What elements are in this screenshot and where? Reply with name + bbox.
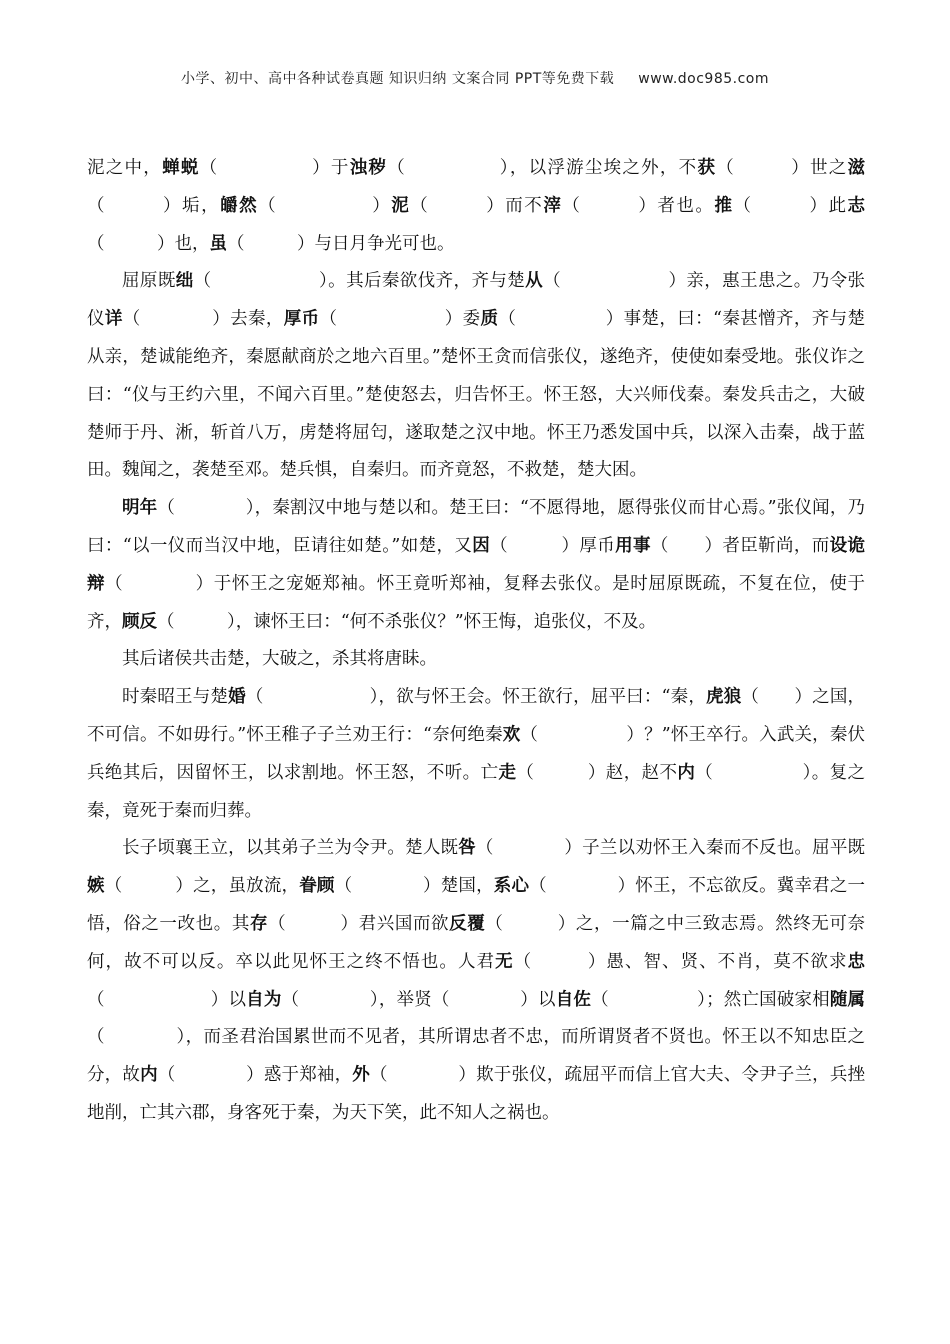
- text-run: 时秦昭王与楚: [122, 687, 229, 708]
- keyword: 顾反: [122, 611, 157, 632]
- text-run: 泥之中，: [87, 158, 163, 178]
- paragraph: [87, 830, 865, 1132]
- text-run: （ ）以: [87, 989, 247, 1010]
- keyword: 自佐: [555, 989, 592, 1010]
- text-run: （ ）之国，不可信。不如毋行。”怀王稚子子兰劝王行：“奈何绝秦: [87, 687, 866, 745]
- keyword: 浊秽: [349, 158, 388, 178]
- keyword: 存: [249, 913, 269, 934]
- keyword: 质: [480, 309, 499, 330]
- keyword: 获: [697, 158, 717, 178]
- keyword: 志: [847, 195, 866, 216]
- text-run: （ ）: [258, 195, 392, 216]
- text-run: （ ）？”怀王卒行。入武关，秦伏兵绝其后，因留怀王，以求割地。怀王怒，不听。亡: [87, 724, 865, 783]
- keyword: 眷顾: [299, 876, 335, 897]
- text-run: （ ）亲，惠王患之。乃令张仪: [87, 271, 866, 330]
- keyword: 咎: [458, 838, 476, 859]
- text-run: （ ）愚、智、贤、不肖，莫不欲求: [513, 951, 848, 972]
- paragraph: [87, 490, 865, 641]
- keyword: 随属: [829, 989, 866, 1010]
- paragraph: [87, 641, 865, 679]
- text-run: （ ）厚币: [490, 535, 616, 556]
- text-run: （ ）；然亡国破家相: [591, 989, 830, 1010]
- text-run: （ ）怀王，不忘欲反。冀幸君之一悟，俗之一改也。其: [87, 876, 866, 934]
- keyword: 婚: [228, 687, 246, 708]
- keyword: 系心: [493, 876, 530, 897]
- text-run: 其后诸侯共击楚，大破之，杀其将唐眛。: [122, 649, 437, 670]
- text-run: （ ）于怀王之宠姬郑袖。怀王竟听郑袖，复释去张仪。是时屈原既疏，不复在位，使于齐，: [87, 573, 865, 632]
- keyword: 厚币: [283, 309, 320, 330]
- text-run: （ ）去秦，: [122, 309, 284, 330]
- text-run: （ ），欲与怀王会。怀王欲行，屈平曰：“秦，: [245, 687, 707, 708]
- text-run: 屈原既: [122, 271, 176, 292]
- text-run: （ ）惑于郑袖，: [157, 1065, 353, 1086]
- keyword: 详: [104, 309, 123, 330]
- paragraph: [87, 679, 865, 830]
- keyword: 嫉: [87, 876, 105, 897]
- keyword: 走: [498, 762, 517, 783]
- keyword: 无: [495, 951, 514, 972]
- page-header: [0, 68, 950, 88]
- text-run: （ ）欺于张仪，疏屈平而信上官大夫、令尹子兰，兵挫地削，亡其六郡，身客死于秦，为天下笑，此不知人之祸也。: [87, 1065, 866, 1123]
- keyword: 绌: [175, 271, 194, 292]
- text-run: （ ）也，: [87, 233, 210, 254]
- keyword: 滋: [847, 158, 866, 178]
- keyword: 明年: [122, 498, 158, 519]
- paragraph: [87, 263, 865, 490]
- text-run: （ ），以浮游尘埃之外，不: [387, 158, 698, 178]
- text-run: （ ）委: [319, 309, 481, 330]
- document-body: [87, 150, 865, 1133]
- keyword: 欢: [502, 724, 521, 745]
- text-run: （ ）于: [199, 158, 350, 178]
- paragraph: [87, 150, 865, 263]
- text-run: （ ），谏怀王曰：“何不杀张仪？”怀王悔，追张仪，不及。: [157, 611, 657, 632]
- keyword: 用事: [615, 535, 651, 556]
- keyword: 蝉蜕: [162, 158, 200, 178]
- text-run: （ ），而圣君治国累世而不见者，其所谓忠者不忠，而所谓贤者不贤也。怀王以不知忠臣之分，故: [87, 1027, 865, 1086]
- text-run: （ ）君兴国而欲: [268, 913, 450, 934]
- text-run: （ ），秦割汉中地与楚以和。楚王曰：“不愿得地，愿得张仪而甘心焉。”张仪闻，乃曰：“以一仪而当汉中地，臣请往如楚。”如楚，又: [87, 498, 866, 556]
- keyword: 因: [472, 535, 491, 556]
- text-run: 长子顷襄王立，以其弟子兰为令尹。楚人既: [122, 838, 459, 859]
- text-run: （ ）子兰以劝怀王入秦而不反也。屈平既: [475, 838, 866, 859]
- keyword: 滓: [543, 195, 563, 216]
- text-run: （ ）此: [733, 195, 848, 216]
- keyword: 内: [140, 1065, 158, 1086]
- keyword: 推: [714, 195, 734, 216]
- keyword: 外: [352, 1065, 370, 1086]
- keyword: 泥: [391, 195, 411, 216]
- header-url[interactable]: www.doc985.com: [638, 71, 770, 87]
- keyword: 皭然: [220, 195, 259, 216]
- text-run: （ ）者臣靳尚，而: [650, 535, 830, 556]
- keyword: 虽: [209, 233, 227, 254]
- text-run: （ ）楚国，: [334, 876, 494, 897]
- text-run: （ ）赵，赵不: [516, 762, 678, 783]
- keyword: 虎狼: [706, 687, 742, 708]
- text-run: （ ）世之: [716, 158, 848, 178]
- text-run: （ ）之，一篇之中三致志焉。然终无可奈何，故不可以反。卒以此见怀王之终不悟也。人君: [87, 913, 866, 972]
- text-run: （ ）而不: [410, 195, 544, 216]
- keyword: 自为: [246, 989, 282, 1010]
- text-run: （ ）事楚，曰：“秦甚憎齐，齐与楚从亲，楚诚能绝齐，秦愿献商於之地六百里。”楚怀王贪而信张仪，遂绝齐，使使如秦受地。张仪诈之曰：“仪与王约六里，不闻六百里。”楚使怒去，归告怀王。怀王怒，大兴师伐秦。秦发兵击之，大破楚师于丹、淅，斩首八万，虏楚将屈匄，遂取楚之汉中地。怀王乃悉发国中兵，以深入击秦，战于蓝田。魏闻之，袭楚至邓。楚兵惧，自秦归。而齐竟怒，不救楚，楚大困。: [87, 309, 866, 481]
- text-run: （ ）与日月争光可也。: [227, 233, 455, 254]
- keyword: 忠: [847, 951, 866, 972]
- keyword: 反覆: [449, 913, 486, 934]
- text-run: （ ）者也。: [562, 195, 715, 216]
- header-text: 小学、初中、高中各种试卷真题 知识归纳 文案合同 PPT等免费下载: [180, 71, 615, 87]
- text-run: （ ）。其后秦欲伐齐，齐与楚: [193, 271, 526, 292]
- text-run: （ ）垢，: [87, 195, 221, 216]
- keyword: 内: [677, 762, 696, 783]
- text-run: （ ）之，虽放流，: [104, 876, 300, 897]
- text-run: （ ）。复之秦，竟死于秦而归葬。: [87, 762, 866, 821]
- text-run: （ ），举贤（ ）以: [281, 989, 556, 1010]
- keyword: 从: [525, 271, 544, 292]
- keyword: 设诡辩: [87, 535, 866, 594]
